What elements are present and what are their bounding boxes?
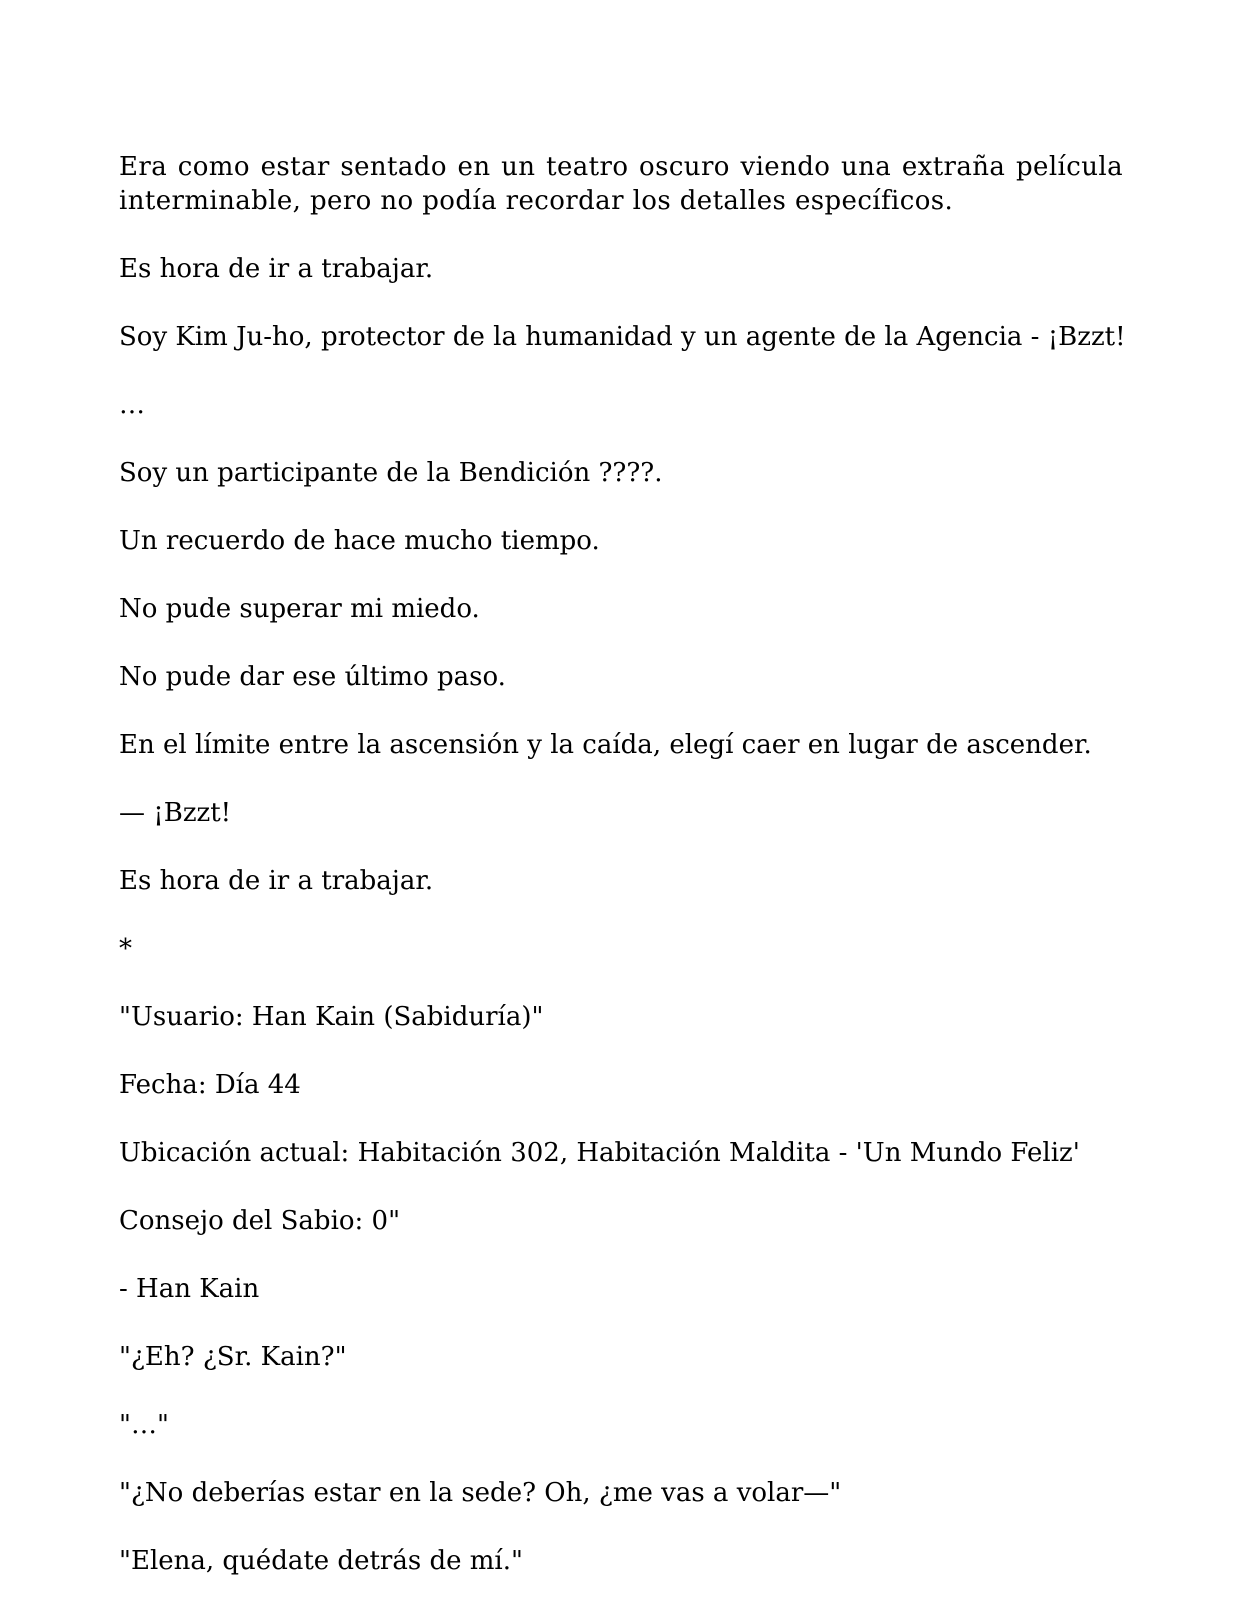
dialogue-line: "¿No deberías estar en la sede? Oh, ¿me vas a volar—" (119, 1478, 842, 1508)
paragraph: Es hora de ir a trabajar. (119, 254, 434, 284)
status-line-user: "Usuario: Han Kain (Sabiduría)" (119, 1002, 544, 1032)
paragraph: Era como estar sentado en un teatro oscuro viendo una extraña película interminable, pero no podía recordar los detalles específicos. (119, 152, 1123, 216)
paragraph: No pude superar mi miedo. (119, 594, 480, 624)
paragraph: Soy un participante de la Bendición ????. (119, 458, 663, 488)
dialogue-line: "…" (119, 1410, 169, 1440)
paragraph: Un recuerdo de hace mucho tiempo. (119, 526, 600, 556)
document-body (119, 150, 1126, 1612)
dialogue-line: "Elena, quédate detrás de mí." (119, 1546, 523, 1576)
paragraph: No pude dar ese último paso. (119, 662, 506, 692)
paragraph: Es hora de ir a trabajar. (119, 866, 434, 896)
dialogue-line: "¿Eh? ¿Sr. Kain?" (119, 1342, 347, 1372)
paragraph: - Han Kain (119, 1274, 260, 1304)
paragraph: — ¡Bzzt! (119, 798, 232, 828)
status-line-location: Ubicación actual: Habitación 302, Habitación Maldita - 'Un Mundo Feliz' (119, 1138, 1080, 1168)
status-line-date: Fecha: Día 44 (119, 1070, 301, 1100)
paragraph: Soy Kim Ju-ho, protector de la humanidad y un agente de la Agencia - ¡Bzzt! (119, 322, 1126, 352)
ellipsis-line: … (119, 390, 145, 420)
paragraph: En el límite entre la ascensión y la caída, elegí caer en lugar de ascender. (119, 730, 1092, 760)
scene-break: * (119, 934, 132, 964)
status-line-advice: Consejo del Sabio: 0" (119, 1206, 401, 1236)
